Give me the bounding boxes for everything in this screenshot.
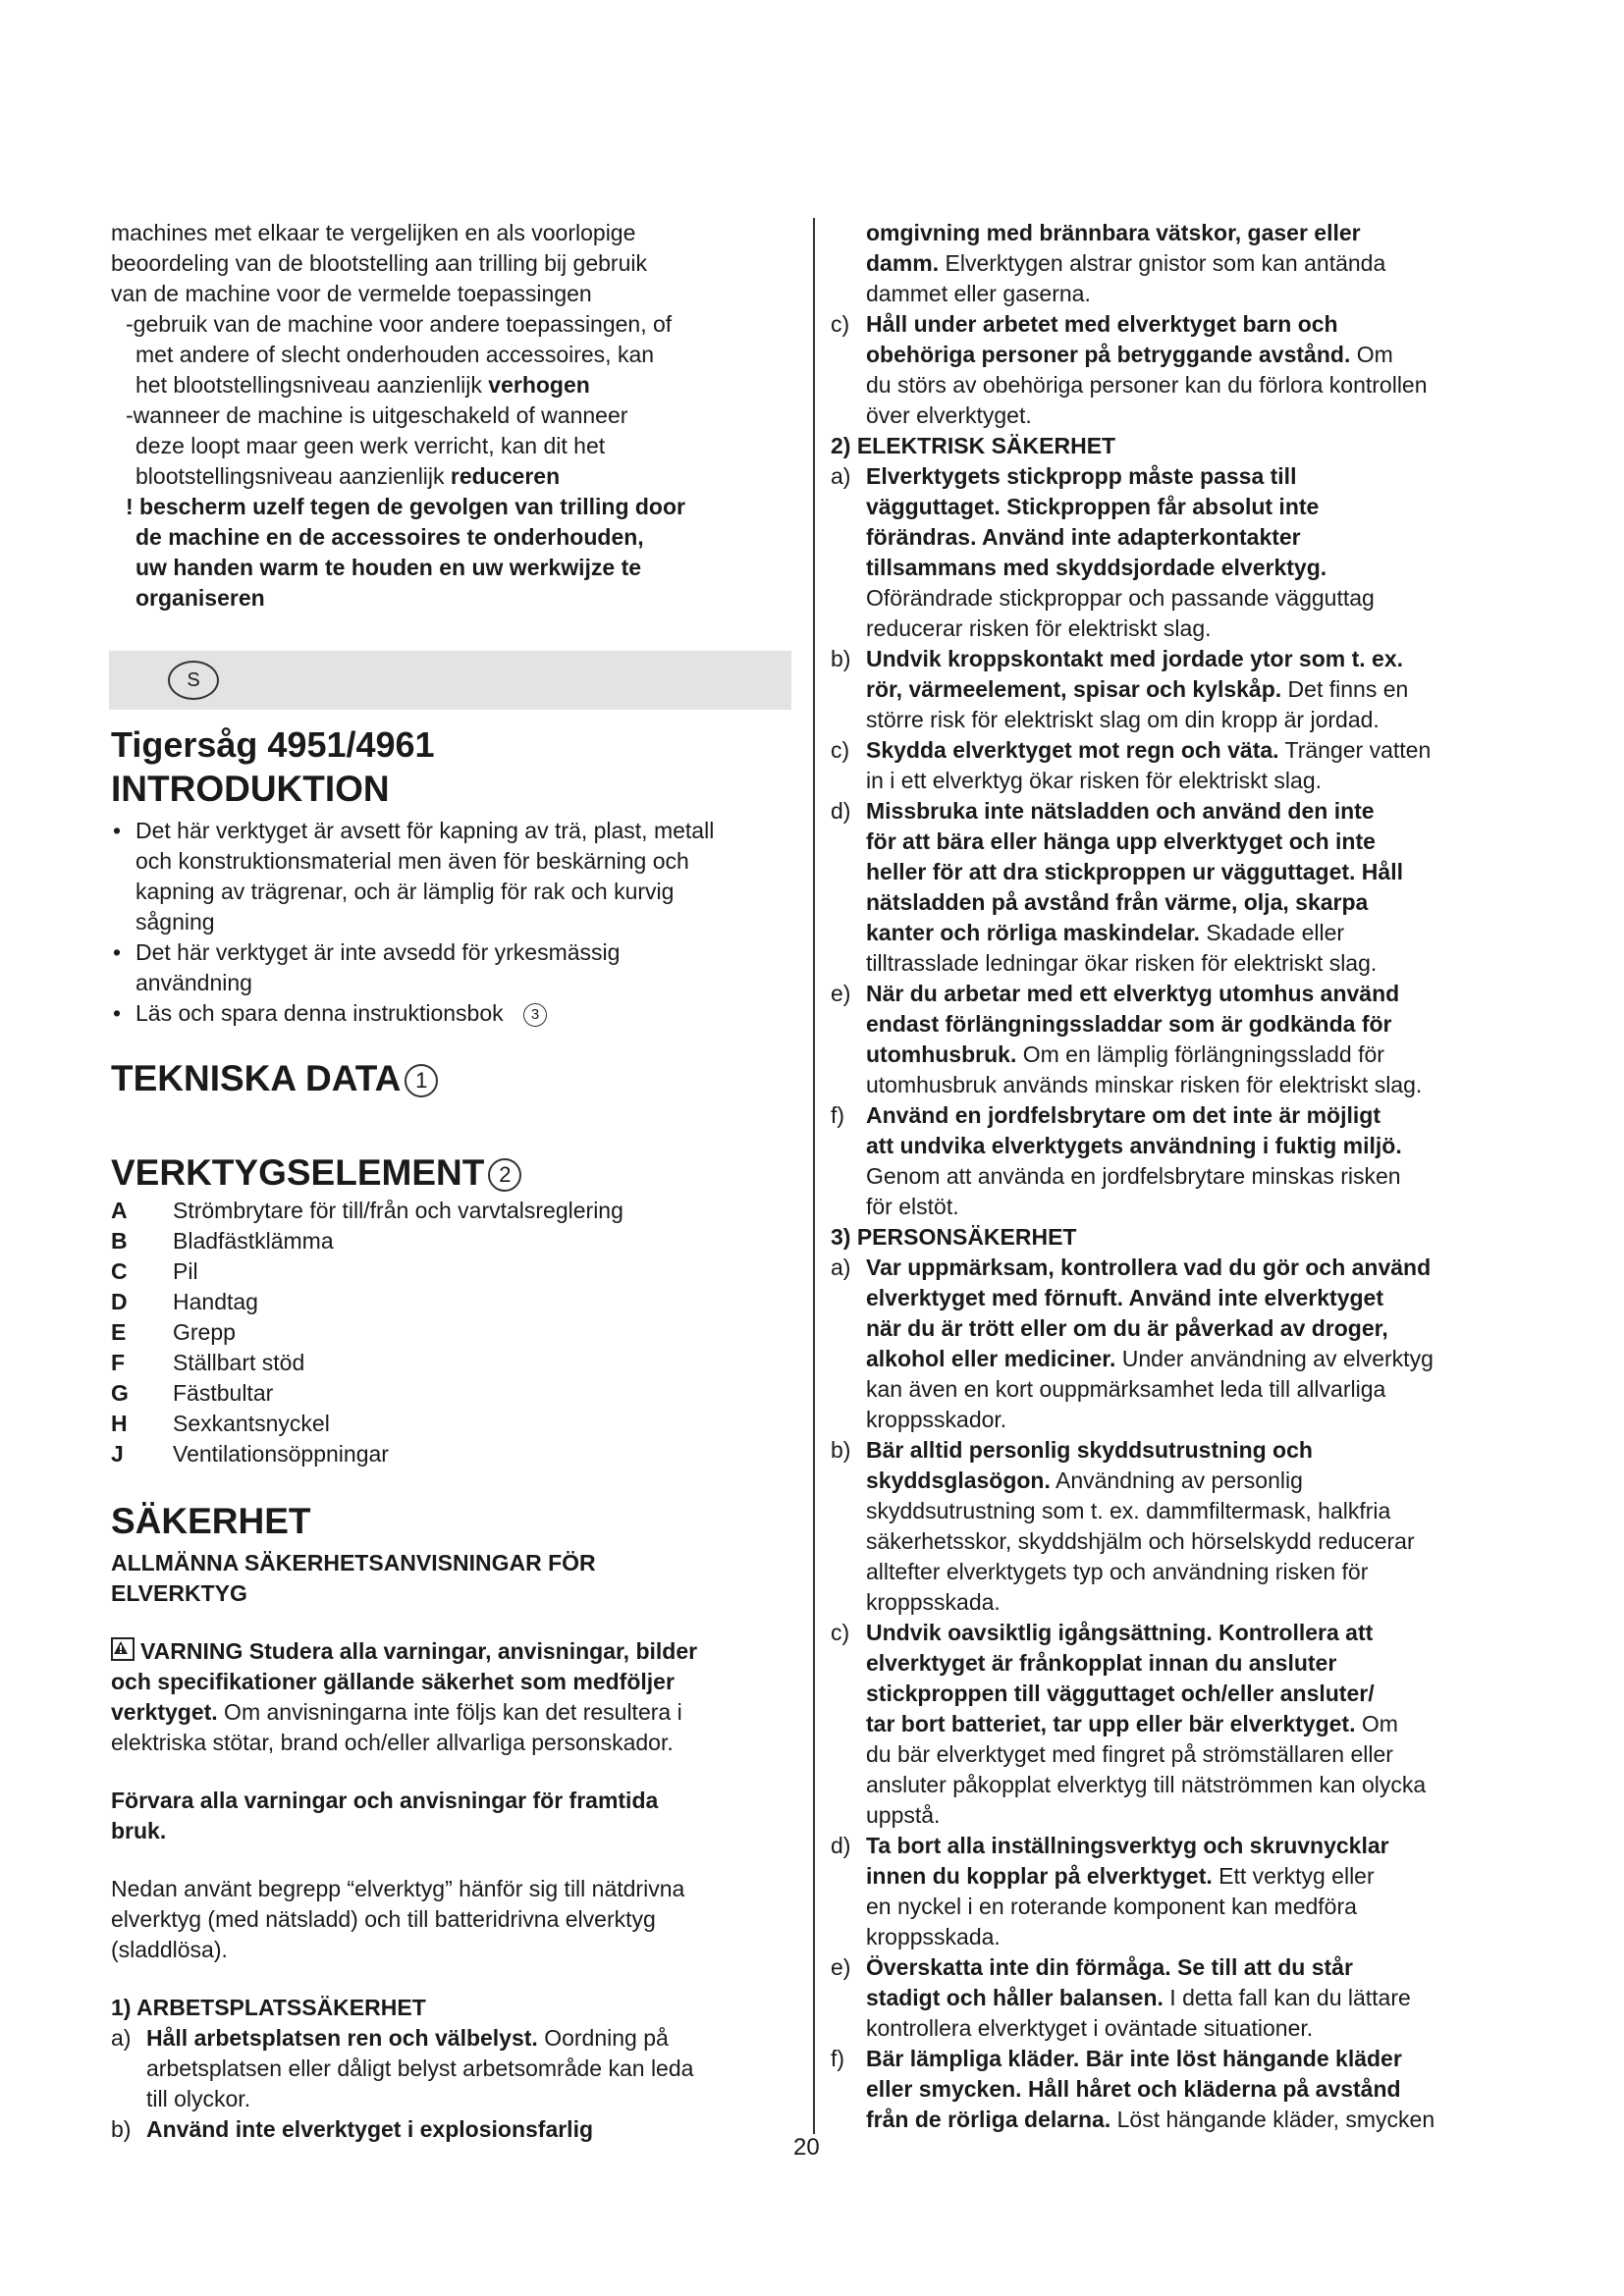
- element-label: Strömbrytare för till/från och varvtalsreglering: [173, 1198, 623, 1223]
- element-key: F: [111, 1350, 126, 1375]
- list-item: f) Bär lämpliga kläder. Bär inte löst hängande kläder eller smycken. Håll håret och kläderna på avstånd från de rörliga delarna. Löst hängande kläder, smycken: [831, 2046, 1435, 2132]
- dutch-paragraph: machines met elkaar te vergelijken en als voorlopige beoordeling van de blootstelling aan trilling bij gebruik van de machine voor de vermelde toepassingen: [111, 220, 647, 306]
- list-item: a) Elverktygets stickpropp måste passa till vägguttaget. Stickproppen får absolut inte förändras. Använd inte adapterkontakter tillsammans med skyddsjordade elverktyg. Oförändrade stickproppar och passande vägguttag reducerar risken för elektriskt slag.: [831, 463, 1375, 641]
- list-item-continued: omgivning med brännbara vätskor, gaser eller damm. Elverktygen alstrar gnistor som kan antända dammet eller gaserna.: [866, 220, 1386, 306]
- list-item: e) När du arbetar med ett elverktyg utomhus använd endast förlängningssladdar som är godkända för utomhusbruk. Om en lämplig förlängningssladd för utomhusbruk används minskar risken för elektriskt slag.: [831, 981, 1423, 1097]
- left-column: [111, 218, 798, 2145]
- list-item: b) Undvik kroppskontakt med jordade ytor som t. ex. rör, värmeelement, spisar och kylskåp. Det finns en större risk för elektriskt slag om din kropp är jordad.: [831, 646, 1409, 732]
- list-item: c) Skydda elverktyget mot regn och väta. Tränger vatten in i ett elverktyg ökar risken för elektriskt slag.: [831, 737, 1432, 793]
- list-item: a) Håll arbetsplatsen ren och välbelyst. Oordning på arbetsplatsen eller dåligt belyst arbetsområde kan leda till olyckor.: [111, 2025, 694, 2111]
- element-row: [111, 1378, 798, 1409]
- safety-subheading: ALLMÄNNA SÄKERHETSANVISNINGAR FÖR ELVERKTYG: [111, 1550, 596, 1606]
- element-key: B: [111, 1228, 128, 1254]
- element-key: E: [111, 1319, 127, 1345]
- list-item: f) Använd en jordfelsbrytare om det inte är möjligt att undvika elverktygets användning i fuktig miljö. Genom att använda en jordfelsbrytare minskas risken för elstöt.: [831, 1102, 1402, 1219]
- list-item: e) Överskatta inte din förmåga. Se till att du står stadigt och håller balansen. I detta fall kan du lättare kontrollera elverktyget i oväntade situationer.: [831, 1954, 1411, 2041]
- dutch-item-increase: -gebruik van de machine voor andere toepassingen, of met andere of slecht onderhouden accessoires, kan het blootstellingsniveau aanzienlijk verhogen: [126, 311, 673, 398]
- element-key: J: [111, 1441, 124, 1467]
- product-title: Tigersåg 4951/4961: [111, 724, 435, 765]
- tech-data-heading: TEKNISKA DATA 1: [111, 1056, 798, 1101]
- page-number: 20: [793, 2134, 820, 2161]
- element-label: Fästbultar: [173, 1380, 274, 1406]
- right-column: [831, 218, 1533, 2135]
- dutch-warning: ! bescherm uzelf tegen de gevolgen van trilling door de machine en de accessoires te onderhouden, uw handen warm te houden en uw werkwijze te organiseren: [126, 494, 685, 611]
- element-label: Handtag: [173, 1289, 258, 1314]
- elements-list: [111, 1196, 798, 1469]
- list-item: b) Använd inte elverktyget i explosionsfarlig: [111, 2116, 594, 2142]
- element-key: A: [111, 1198, 128, 1223]
- element-row: [111, 1256, 798, 1287]
- element-label: Grepp: [173, 1319, 236, 1345]
- element-row: [111, 1287, 798, 1317]
- column-divider: [813, 218, 815, 2134]
- figure-ref: 3: [523, 1003, 547, 1027]
- definition-paragraph: Nedan använt begrepp “elverktyg” hänför sig till nätdrivna elverktyg (med nätsladd) och till batteridrivna elverktyg (sladdlösa).: [111, 1876, 685, 1962]
- element-key: D: [111, 1289, 128, 1314]
- element-label: Ställbart stöd: [173, 1350, 305, 1375]
- work-safety-heading: 1) ARBETSPLATSSÄKERHET: [111, 1995, 426, 2020]
- list-item: a) Var uppmärksam, kontrollera vad du gör och använd elverktyget med förnuft. Använd inte elverktyget när du är trött eller om du är påverkad av droger, alkohol eller mediciner. Under användning av elverktyg kan även en kort ouppmärksamhet leda till allvarliga kroppsskador.: [831, 1255, 1434, 1432]
- list-item: d) Missbruka inte nätsladden och använd den inte för att bära eller hänga upp elverktyget och inte heller för att dra stickproppen ur vägguttaget. Håll nätsladden på avstånd från värme, olja, skarpa kanter och rörliga maskindelar. Skadade eller tilltrasslade ledningar ökar risken för elektriskt slag.: [831, 798, 1403, 976]
- list-item: c) Håll under arbetet med elverktyget barn och obehöriga personer på betryggande avstånd. Om du störs av obehöriga personer kan du förlora kontrollen över elverktyget.: [831, 311, 1428, 428]
- element-key: C: [111, 1258, 128, 1284]
- element-row: [111, 1409, 798, 1439]
- element-row: [111, 1439, 798, 1469]
- dutch-item-reduce: -wanneer de machine is uitgeschakeld of wanneer deze loopt maar geen werk verricht, kan dit het blootstellingsniveau aanzienlijk reduceren: [126, 402, 628, 489]
- element-label: Bladfästklämma: [173, 1228, 334, 1254]
- keep-instructions: Förvara alla varningar och anvisningar för framtida bruk.: [111, 1788, 659, 1843]
- list-item: • Läs och spara denna instruktionsbok 3: [111, 998, 798, 1029]
- figure-ref: 2: [488, 1158, 521, 1192]
- intro-heading: INTRODUKTION: [111, 769, 390, 809]
- element-row: [111, 1348, 798, 1378]
- warning-icon: [111, 1637, 135, 1661]
- elements-heading: VERKTYGSELEMENT 2: [111, 1150, 798, 1196]
- element-row: [111, 1226, 798, 1256]
- language-banner: [109, 651, 791, 710]
- list-item: c) Undvik oavsiktlig igångsättning. Kontrollera att elverktyget är frånkopplat innan du ansluter stickproppen till vägguttaget och/eller ansluter/ tar bort batteriet, tar upp eller bär elverktyget. Om du bär elverktyget med fingret på strömställaren eller ansluter påkopplat elverktyg till nätströmmen kan olycka uppstå.: [831, 1620, 1427, 1828]
- element-label: Sexkantsnyckel: [173, 1411, 330, 1436]
- intro-list: [111, 816, 798, 1029]
- list-item: d) Ta bort alla inställningsverktyg och skruvnycklar innen du kopplar på elverktyget. Ett verktyg eller en nyckel i en roterande komponent kan medföra kroppsskada.: [831, 1833, 1389, 1949]
- electrical-safety-heading: 2) ELEKTRISK SÄKERHET: [831, 433, 1116, 458]
- element-key: H: [111, 1411, 128, 1436]
- element-row: [111, 1317, 798, 1348]
- element-label: Ventilationsöppningar: [173, 1441, 389, 1467]
- list-item: • Det här verktyget är inte avsedd för yrkesmässig användning: [111, 937, 798, 998]
- list-item: b) Bär alltid personlig skyddsutrustning och skyddsglasögon. Användning av personlig skyddsutrustning som t. ex. dammfiltermask, halkfria säkerhetsskor, skyddshjälm och hörselskydd reducerar alltefter elverktygets typ och användning risken för kroppsskada.: [831, 1437, 1415, 1615]
- list-item: • Det här verktyget är avsett för kapning av trä, plast, metall och konstruktionsmaterial men även för beskärning och kapning av trägrenar, och är lämplig för rak och kurvig sågning: [111, 816, 798, 937]
- element-label: Pil: [173, 1258, 198, 1284]
- language-badge: S: [168, 661, 219, 700]
- personal-safety-heading: 3) PERSONSÄKERHET: [831, 1224, 1077, 1250]
- warning-paragraph: VARNING Studera alla varningar, anvisningar, bilder och specifikationer gällande säkerhet som medföljer verktyget. Om anvisningarna inte följs kan det resultera i elektriska stötar, brand och/eller allvarliga personskador.: [111, 1638, 698, 1755]
- figure-ref: 1: [405, 1064, 438, 1097]
- element-row: [111, 1196, 798, 1226]
- element-key: G: [111, 1380, 129, 1406]
- safety-heading: SÄKERHET: [111, 1501, 311, 1541]
